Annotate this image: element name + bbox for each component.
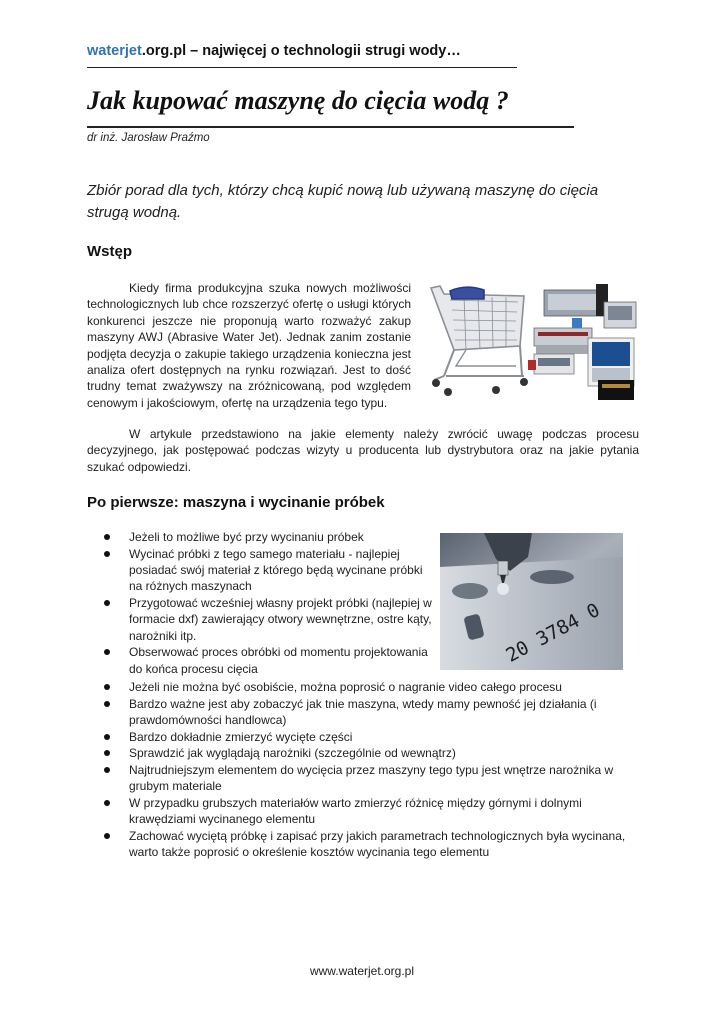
section-first-heading: Po pierwsze: maszyna i wycinanie próbek — [87, 494, 385, 511]
header-brand: waterjet — [87, 43, 142, 59]
list-item: Wycinać próbki z tego samego materiału - najlepiej posiadać swój materiał z którego będą wycinane próbki na różnych maszynach — [104, 546, 434, 595]
sample-cutting-photo — [440, 533, 623, 670]
list-item: Sprawdzić jak wyglądają narożniki (szczególnie od wewnątrz) — [104, 745, 649, 761]
bullet-list-top — [104, 529, 434, 677]
bullet-icon — [104, 701, 110, 707]
machines-image — [426, 280, 641, 402]
list-item: Najtrudniejszym elementem do wycięcia przez maszyny tego typu jest wnętrze narożnika w grubym materiale — [104, 762, 649, 795]
list-item: Obserwować proces obróbki od momentu projektowania do końca procesu cięcia — [104, 644, 434, 677]
article-lead: Zbiór porad dla tych, którzy chcą kupić nową lub używaną maszynę do cięcia strugą wodną. — [87, 182, 599, 221]
page-header — [87, 43, 461, 59]
sample-marking: 20 3784 0 — [502, 599, 604, 667]
list-item: Bardzo dokładnie zmierzyć wycięte części — [104, 729, 649, 745]
intro-paragraph-1: Kiedy firma produkcyjna szuka nowych możliwości technologicznych lub chce rozszerzyć ofertę o usługi których konkurenci jeszcze nie proponują warto rozważyć zakup maszyny AWJ (Abrasive Water Jet). Jednak zanim zostanie podjęta decyzja o zakupie takiego urządzenia konieczna jest analiza ofert dostępnych na rynku rozwiązań. Jest to dość trudny temat zważywszy na zróżnicowaną, pod względem cenowym i jakościowym, ofertę na urządzenia tego typu. — [87, 281, 411, 410]
bullet-icon — [104, 600, 110, 606]
bullet-icon — [104, 800, 110, 806]
header-rule — [87, 67, 517, 68]
header-text: .org.pl – najwięcej o technologii strugi wody… — [141, 43, 461, 59]
shopping-cart-icon — [431, 286, 524, 380]
bullet-icon — [104, 534, 110, 540]
bullet-icon — [104, 750, 110, 756]
section-intro-heading: Wstęp — [87, 243, 132, 260]
list-item: Bardzo ważne jest aby zobaczyć jak tnie maszyna, wtedy mamy pewność jej działania (i prawdomówności handlowca) — [104, 696, 649, 729]
intro-paragraph-2: W artykule przedstawiono na jakie elementy należy zwrócić uwagę podczas procesu decyzyjnego, jak postępować podczas wizyty u producenta lub dystrybutora oraz na jakie pytania szukać odpowiedzi. — [87, 427, 639, 474]
list-item: Zachować wyciętą próbkę i zapisać przy jakich parametrach technologicznych była wycinana, warto także poprosić o określenie kosztów wycinania tego elementu — [104, 828, 649, 861]
list-item: Jeżeli nie można być osobiście, można poprosić o nagranie video całego procesu — [104, 679, 649, 695]
bullet-icon — [104, 649, 110, 655]
title-rule — [87, 126, 574, 128]
list-item: Jeżeli to możliwe być przy wycinaniu próbek — [104, 529, 434, 545]
bullet-icon — [104, 684, 110, 690]
bullet-icon — [104, 833, 110, 839]
bullet-icon — [104, 734, 110, 740]
article-title: Jak kupować maszynę do cięcia wodą ? — [87, 86, 509, 115]
list-item: Przygotować wcześniej własny projekt próbki (najlepiej w formacie dxf) zawierający otwory wewnętrzne, ostre kąty, narożniki itp. — [104, 595, 434, 644]
list-item: W przypadku grubszych materiałów warto zmierzyć różnicę między górnymi i dolnymi krawędziami wycinanego elementu — [104, 795, 649, 828]
article-author: dr inż. Jarosław Praźmo — [87, 132, 210, 144]
page-footer-url: www.waterjet.org.pl — [309, 964, 415, 978]
bullet-icon — [104, 767, 110, 773]
waterjet-machine-icon — [528, 284, 636, 400]
bullet-list-bottom — [104, 679, 649, 861]
bullet-icon — [104, 551, 110, 557]
